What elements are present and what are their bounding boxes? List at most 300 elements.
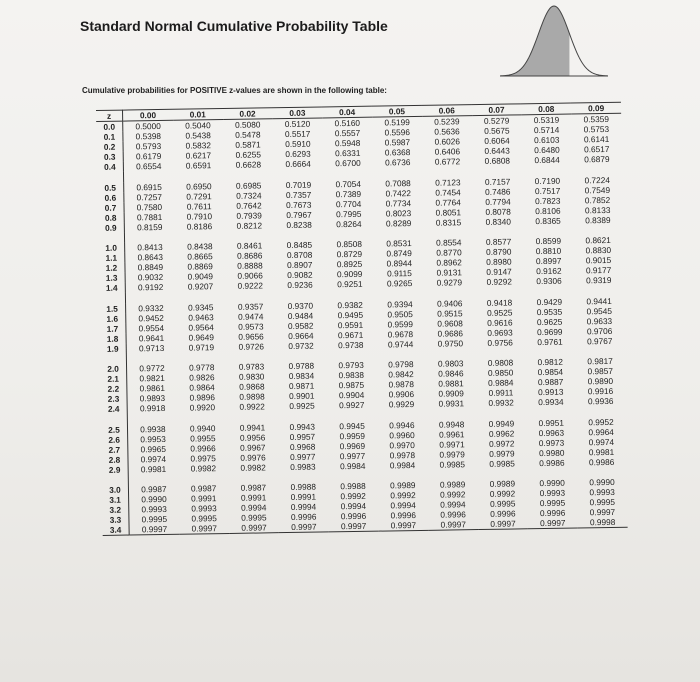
probability-cell: 0.6026 (434, 136, 460, 147)
probability-cell: 0.9936 (587, 395, 614, 407)
probability-cell: 0.7324 (236, 189, 262, 201)
probability-cell: 0.9977 (289, 451, 316, 462)
probability-cell: 0.8159 (136, 221, 163, 232)
probability-cell: 0.7764 (435, 196, 461, 208)
probability-cell: 0.9991 (240, 492, 267, 503)
column-header: 0.02 (223, 108, 273, 120)
probability-cell: 0.5793 (135, 140, 162, 152)
probability-cell: 0.9997 (378, 520, 428, 531)
probability-cell: 0.9115 (387, 268, 412, 279)
probability-cell: 0.9625 (536, 316, 563, 327)
probability-cell: 0.6443 (484, 145, 510, 156)
probability-cell: 0.7190 (534, 175, 561, 186)
probability-cell: 0.8051 (435, 206, 462, 218)
column-header: 0.03 (272, 107, 322, 119)
probability-cell: 0.9664 (288, 330, 314, 341)
probability-cell: 0.6772 (434, 156, 461, 167)
probability-cell: 0.9997 (129, 524, 179, 535)
probability-cell: 0.8133 (584, 204, 611, 215)
probability-cell: 0.8944 (386, 258, 413, 269)
probability-cell: 0.9162 (536, 265, 562, 277)
z-value: 2.3 (100, 394, 127, 404)
probability-cell: 0.9943 (289, 421, 316, 432)
probability-cell: 0.9382 (337, 299, 363, 310)
probability-cell: 0.9656 (238, 330, 264, 342)
probability-cell: 0.9992 (390, 490, 416, 501)
z-value: 0.8 (98, 212, 125, 222)
probability-cell: 0.8997 (535, 255, 562, 267)
probability-cell: 0.9970 (389, 439, 415, 450)
probability-cell: 0.9099 (336, 268, 363, 280)
probability-cell: 0.9817 (587, 355, 613, 367)
z-value: 1.5 (99, 303, 126, 313)
probability-cell: 0.9994 (440, 499, 466, 510)
probability-cell: 0.6736 (384, 157, 411, 168)
probability-cell: 0.9995 (191, 513, 217, 524)
probability-cell: 0.9251 (337, 278, 363, 290)
probability-cell: 0.8907 (286, 259, 313, 271)
probability-cell: 0.6591 (185, 160, 212, 171)
probability-cell: 0.9505 (387, 308, 413, 319)
probability-cell: 0.9846 (438, 368, 464, 379)
probability-cell: 0.9959 (339, 430, 366, 441)
probability-cell: 0.7257 (136, 191, 163, 202)
probability-cell: 0.9963 (538, 427, 565, 438)
probability-cell: 0.5319 (533, 114, 560, 126)
probability-cell: 0.8238 (286, 219, 312, 230)
probability-cell: 0.6141 (583, 133, 610, 145)
probability-cell: 0.9871 (288, 380, 315, 392)
z-value: 2.9 (102, 464, 129, 474)
probability-cell: 0.9032 (137, 271, 164, 283)
probability-cell: 0.7852 (584, 194, 611, 205)
probability-cell: 0.9826 (189, 372, 215, 383)
probability-cell: 0.9934 (538, 396, 564, 408)
probability-cell: 0.9854 (537, 366, 564, 378)
probability-cell: 0.9957 (289, 431, 316, 442)
probability-cell: 0.8790 (485, 246, 512, 257)
probability-cell: 0.9989 (489, 478, 516, 489)
probability-cell: 0.9992 (340, 490, 366, 502)
probability-cell: 0.9997 (279, 521, 329, 532)
probability-cell: 0.7611 (186, 200, 212, 212)
probability-cell: 0.7454 (435, 186, 461, 198)
probability-cell: 0.9995 (141, 513, 168, 525)
probability-cell: 0.9904 (338, 389, 365, 401)
z-spacer (102, 474, 129, 485)
probability-cell: 0.9767 (586, 335, 613, 346)
z-value: 3.4 (103, 525, 130, 536)
column-header: 0.04 (322, 106, 372, 118)
z-value: 1.0 (98, 243, 125, 253)
probability-cell: 0.9761 (537, 336, 563, 347)
probability-cell: 0.8554 (436, 237, 462, 248)
probability-cell: 0.8531 (386, 238, 412, 249)
probability-cell: 0.9756 (487, 336, 513, 348)
probability-cell: 0.9788 (288, 360, 315, 372)
probability-cell: 0.9965 (140, 443, 166, 454)
probability-cell: 0.9975 (190, 452, 216, 464)
probability-cell: 0.9996 (440, 509, 466, 520)
probability-cell: 0.9842 (388, 369, 414, 380)
probability-cell: 0.9961 (439, 428, 465, 440)
probability-cell: 0.9564 (188, 321, 214, 333)
probability-cell: 0.5557 (334, 127, 361, 139)
probability-cell: 0.6255 (235, 149, 261, 160)
probability-cell: 0.9893 (139, 392, 166, 404)
probability-cell: 0.9979 (439, 448, 465, 460)
probability-cell: 0.8962 (436, 257, 462, 268)
probability-cell: 0.9868 (239, 381, 265, 392)
page-title: Standard Normal Cumulative Probability Table (80, 18, 388, 34)
probability-cell: 0.9177 (585, 264, 612, 276)
probability-cell: 0.9996 (290, 511, 317, 522)
probability-cell: 0.8365 (535, 215, 561, 226)
probability-cell: 0.8599 (535, 235, 562, 247)
probability-cell: 0.5279 (483, 115, 510, 126)
probability-cell: 0.8023 (385, 207, 412, 218)
probability-cell: 0.9418 (486, 296, 513, 308)
probability-cell: 0.9931 (438, 398, 465, 409)
probability-cell: 0.8389 (585, 214, 611, 225)
probability-cell: 0.7549 (584, 184, 611, 195)
probability-cell: 0.9984 (339, 460, 366, 471)
probability-cell: 0.7881 (136, 211, 163, 222)
probability-cell: 0.9591 (337, 319, 364, 330)
probability-cell: 0.9726 (238, 340, 264, 352)
probability-cell: 0.9545 (586, 305, 613, 316)
probability-cell: 0.9987 (141, 483, 167, 495)
z-value: 0.1 (96, 132, 123, 142)
probability-cell: 0.6664 (285, 158, 311, 170)
probability-cell: 0.8212 (236, 219, 263, 231)
z-spacer (97, 172, 124, 183)
probability-cell: 0.9985 (489, 457, 515, 469)
probability-cell: 0.8621 (585, 234, 611, 246)
probability-cell: 0.9929 (388, 399, 415, 410)
probability-cell: 0.5517 (284, 128, 311, 140)
probability-cell: 0.7642 (236, 199, 262, 211)
z-value: 3.2 (102, 505, 129, 515)
probability-cell: 0.9974 (588, 436, 615, 447)
probability-cell: 0.5398 (135, 130, 162, 142)
probability-cell: 0.9898 (239, 391, 265, 402)
z-value: 3.0 (102, 485, 129, 495)
probability-cell: 0.9974 (140, 453, 167, 464)
probability-cell: 0.9812 (537, 356, 564, 368)
probability-cell: 0.9778 (188, 362, 215, 373)
probability-cell: 0.9901 (289, 390, 315, 402)
column-header: 0.01 (173, 109, 223, 121)
z-value: 0.6 (97, 192, 124, 202)
probability-cell: 0.5910 (285, 138, 311, 150)
table-body (96, 113, 627, 535)
probability-cell: 0.9279 (436, 277, 463, 288)
z-spacer (100, 353, 127, 364)
probability-cell: 0.9535 (536, 306, 563, 317)
probability-cell: 0.9306 (536, 275, 562, 287)
probability-cell: 0.7939 (236, 209, 262, 221)
probability-cell: 0.9719 (188, 341, 215, 353)
probability-cell: 0.9265 (386, 278, 413, 289)
probability-cell: 0.5160 (334, 117, 361, 129)
probability-cell: 0.9986 (588, 456, 615, 467)
probability-cell: 0.5239 (434, 116, 460, 127)
probability-cell: 0.9955 (190, 432, 216, 444)
probability-cell: 0.9838 (338, 369, 365, 381)
z-value: 2.6 (101, 434, 128, 444)
probability-cell: 0.5000 (135, 120, 161, 132)
probability-cell: 0.8869 (187, 261, 213, 272)
probability-cell: 0.9678 (387, 328, 414, 339)
probability-cell: 0.9015 (585, 254, 612, 266)
probability-cell: 0.9982 (190, 462, 217, 474)
z-value: 1.8 (100, 333, 127, 343)
probability-cell: 0.9582 (287, 320, 314, 331)
z-value: 2.8 (101, 454, 128, 464)
probability-cell: 0.9406 (436, 297, 463, 309)
probability-cell: 0.9996 (340, 510, 367, 522)
probability-cell: 0.5987 (384, 137, 411, 148)
z-value: 2.2 (100, 384, 127, 394)
probability-cell: 0.9911 (488, 387, 514, 398)
probability-cell: 0.9982 (240, 461, 266, 473)
probability-cell: 0.5040 (185, 120, 211, 131)
probability-cell: 0.8577 (485, 236, 512, 247)
probability-cell: 0.7517 (534, 185, 561, 196)
probability-cell: 0.9830 (238, 371, 265, 382)
probability-cell: 0.9995 (489, 498, 516, 509)
probability-cell: 0.6293 (285, 148, 311, 160)
probability-cell: 0.9732 (288, 340, 314, 351)
probability-cell: 0.9991 (191, 493, 217, 504)
z-value: 0.3 (97, 152, 124, 162)
probability-cell: 0.8461 (236, 240, 263, 251)
probability-cell: 0.9495 (337, 309, 364, 320)
probability-cell: 0.8830 (585, 244, 612, 256)
probability-cell: 0.5948 (334, 137, 361, 149)
z-value: 0.4 (97, 162, 124, 172)
probability-cell: 0.9192 (137, 281, 164, 293)
probability-cell: 0.6554 (136, 160, 162, 172)
probability-cell: 0.6103 (534, 134, 560, 146)
probability-cell: 0.9988 (340, 480, 366, 492)
probability-cell: 0.5596 (384, 127, 411, 138)
probability-cell: 0.9977 (339, 450, 366, 461)
probability-cell: 0.9989 (439, 479, 466, 490)
probability-cell: 0.9082 (287, 269, 313, 281)
z-value: 0.7 (97, 202, 124, 212)
probability-cell: 0.7734 (385, 197, 412, 208)
probability-cell: 0.9803 (437, 358, 464, 369)
probability-cell: 0.8264 (336, 218, 362, 229)
probability-cell: 0.7224 (584, 174, 610, 185)
probability-cell: 0.9222 (237, 280, 264, 291)
table-caption: Cumulative probabilities for POSITIVE z-values are shown in the following table: (82, 86, 387, 95)
probability-cell: 0.9994 (340, 500, 367, 512)
probability-cell: 0.9357 (237, 300, 264, 312)
probability-cell: 0.9983 (290, 461, 316, 472)
probability-cell: 0.9236 (287, 279, 313, 291)
z-value: 0.0 (96, 121, 123, 132)
probability-cell: 0.8665 (187, 251, 213, 262)
probability-cell: 0.9980 (538, 447, 565, 458)
z-value: 1.3 (99, 273, 126, 283)
probability-cell: 0.9990 (539, 477, 565, 489)
probability-cell: 0.9987 (240, 482, 267, 493)
probability-cell: 0.9979 (489, 447, 515, 459)
probability-cell: 0.9994 (390, 500, 416, 511)
probability-cell: 0.6985 (235, 179, 262, 191)
probability-cell: 0.9913 (537, 386, 564, 398)
probability-cell: 0.9896 (189, 392, 215, 403)
probability-cell: 0.9772 (139, 362, 165, 374)
probability-cell: 0.9573 (238, 320, 264, 332)
probability-cell: 0.9997 (528, 517, 578, 528)
probability-cell: 0.7967 (286, 209, 312, 220)
probability-cell: 0.9394 (387, 298, 413, 309)
probability-cell: 0.9345 (188, 301, 214, 313)
probability-cell: 0.7422 (385, 187, 411, 198)
probability-cell: 0.9608 (437, 317, 463, 329)
probability-cell: 0.9525 (486, 306, 513, 318)
probability-cell: 0.9909 (438, 388, 464, 399)
probability-cell: 0.9131 (436, 267, 463, 278)
probability-cell: 0.9949 (488, 417, 515, 429)
probability-cell: 0.9793 (338, 359, 364, 371)
probability-cell: 0.6480 (534, 144, 560, 156)
probability-cell: 0.5871 (235, 139, 261, 150)
probability-cell: 0.9997 (329, 521, 379, 532)
probability-cell: 0.9881 (438, 378, 464, 389)
probability-table (96, 102, 628, 536)
probability-cell: 0.9968 (289, 441, 316, 452)
probability-cell: 0.9987 (190, 483, 217, 494)
probability-cell: 0.9441 (586, 295, 612, 306)
probability-cell: 0.9984 (389, 459, 416, 470)
probability-cell: 0.5438 (185, 130, 211, 141)
probability-cell: 0.9945 (339, 420, 365, 431)
z-value: 0.5 (97, 182, 124, 192)
probability-cell: 0.9990 (141, 493, 167, 505)
probability-cell: 0.9878 (388, 379, 415, 390)
probability-cell: 0.8106 (535, 205, 561, 216)
probability-cell: 0.9808 (487, 357, 514, 368)
probability-cell: 0.8708 (286, 249, 313, 261)
probability-cell: 0.9990 (589, 476, 615, 488)
probability-cell: 0.6700 (335, 157, 361, 169)
probability-cell: 0.9969 (339, 440, 366, 451)
probability-cell: 0.7157 (484, 176, 511, 187)
curve-shaded-area (500, 6, 569, 76)
probability-cell: 0.9906 (388, 389, 415, 400)
probability-cell: 0.9971 (439, 438, 465, 450)
probability-cell: 0.9319 (586, 274, 612, 286)
z-value: 0.9 (98, 222, 125, 232)
probability-cell: 0.9821 (139, 372, 165, 384)
column-header: 0.07 (472, 104, 522, 116)
probability-cell: 0.9429 (536, 296, 563, 307)
probability-cell: 0.9991 (290, 491, 317, 502)
probability-cell: 0.6915 (136, 181, 162, 192)
probability-cell: 0.6331 (335, 147, 361, 159)
probability-cell: 0.9992 (489, 488, 516, 499)
probability-cell: 0.5080 (234, 119, 261, 130)
probability-cell: 0.9932 (488, 397, 514, 408)
probability-cell: 0.9633 (586, 315, 613, 326)
probability-cell: 0.9992 (439, 489, 466, 500)
column-header: 0.00 (123, 109, 173, 121)
probability-cell: 0.9973 (538, 437, 565, 448)
probability-cell: 0.6808 (484, 155, 511, 166)
probability-cell: 0.9463 (188, 311, 214, 323)
z-value: 2.4 (101, 404, 128, 414)
probability-cell: 0.9995 (539, 497, 566, 509)
probability-cell: 0.9738 (338, 339, 364, 350)
probability-cell: 0.9995 (241, 512, 267, 523)
probability-cell: 0.9922 (239, 401, 265, 412)
probability-cell: 0.8078 (485, 205, 511, 217)
z-value: 2.0 (100, 364, 127, 374)
probability-cell: 0.9918 (139, 402, 166, 414)
probability-cell: 0.9744 (387, 338, 414, 349)
probability-cell: 0.9997 (428, 519, 478, 530)
probability-cell: 0.7389 (335, 188, 362, 199)
probability-cell: 0.8810 (535, 245, 562, 257)
probability-cell: 0.9686 (437, 327, 463, 339)
probability-cell: 0.9986 (539, 457, 565, 468)
probability-cell: 0.5675 (484, 125, 510, 136)
probability-cell: 0.6064 (484, 135, 510, 146)
probability-cell: 0.9993 (191, 503, 217, 514)
normal-curve-icon (498, 2, 610, 80)
z-value: 3.1 (102, 495, 129, 505)
probability-cell: 0.5478 (235, 129, 261, 140)
probability-cell: 0.8485 (286, 239, 313, 251)
probability-cell: 0.9916 (587, 385, 614, 397)
probability-cell: 0.9693 (487, 326, 513, 338)
z-value: 1.1 (98, 253, 125, 263)
probability-cell: 0.9995 (589, 496, 616, 508)
probability-cell: 0.9989 (390, 480, 416, 491)
probability-cell: 0.9997 (229, 522, 279, 533)
probability-cell: 0.6217 (185, 150, 212, 161)
probability-cell: 0.9993 (589, 486, 615, 498)
probability-cell: 0.7291 (186, 190, 212, 202)
probability-cell: 0.8749 (386, 248, 412, 259)
probability-cell: 0.7123 (435, 176, 461, 188)
z-value: 1.7 (99, 323, 126, 333)
probability-cell: 0.7054 (335, 178, 362, 189)
probability-cell: 0.9996 (390, 510, 417, 521)
z-value: 1.4 (99, 283, 126, 293)
probability-cell: 0.9925 (289, 400, 315, 412)
probability-cell: 0.7019 (285, 179, 312, 190)
probability-cell: 0.9997 (478, 518, 528, 529)
probability-cell: 0.5359 (583, 113, 610, 125)
probability-cell: 0.9985 (439, 458, 466, 470)
probability-cell: 0.9147 (486, 266, 512, 277)
probability-cell: 0.9956 (239, 431, 266, 443)
probability-cell: 0.6844 (534, 154, 560, 166)
probability-cell: 0.6179 (135, 150, 162, 162)
z-value: 1.2 (98, 263, 125, 273)
probability-cell: 0.9993 (539, 487, 566, 499)
probability-cell: 0.9884 (488, 377, 514, 388)
probability-cell: 0.5199 (384, 117, 410, 128)
probability-cell: 0.9993 (141, 503, 167, 515)
z-value: 2.1 (100, 374, 127, 384)
